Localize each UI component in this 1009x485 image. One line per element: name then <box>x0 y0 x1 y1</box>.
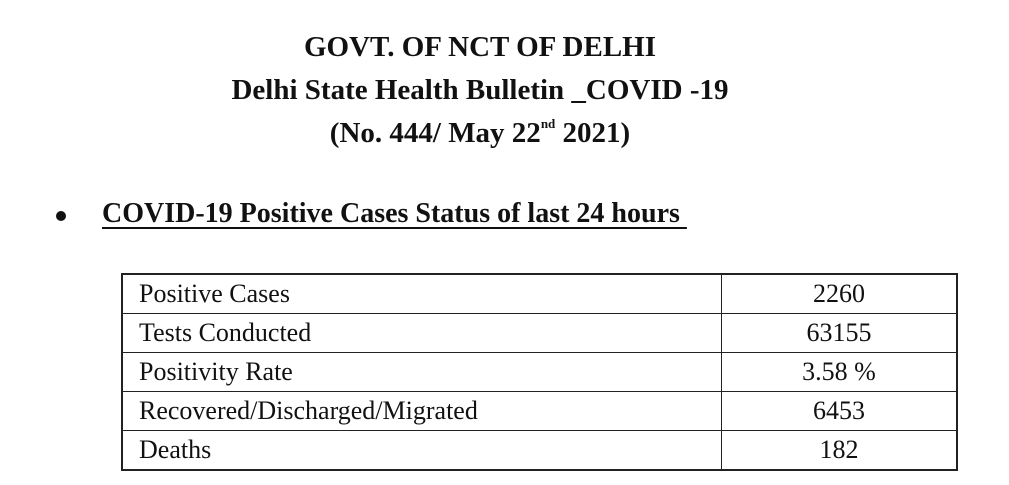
row-label: Deaths <box>122 431 722 471</box>
section-title: COVID-19 Positive Cases Status of last 24 hours <box>102 198 687 229</box>
bulletin-title: Delhi State Health Bulletin _COVID -19 <box>231 74 729 106</box>
bulletin-number-prefix: (No. 444/ May 22 <box>329 117 541 149</box>
row-label: Tests Conducted <box>122 314 722 353</box>
stats-table <box>121 273 958 471</box>
row-label: Positive Cases <box>122 274 722 314</box>
bulletin-header <box>0 26 960 155</box>
row-label: Recovered/Discharged/Migrated <box>122 392 722 431</box>
row-value: 6453 <box>722 392 958 431</box>
row-value: 2260 <box>722 274 958 314</box>
bullet-icon <box>56 211 66 221</box>
row-value: 182 <box>722 431 958 471</box>
bulletin-number-suffix: 2021) <box>555 117 631 149</box>
bulletin-number <box>0 112 960 155</box>
row-value: 63155 <box>722 314 958 353</box>
govt-title: GOVT. OF NCT OF DELHI <box>303 31 657 63</box>
table-row <box>122 431 957 471</box>
section-heading <box>56 198 687 230</box>
table-row <box>122 392 957 431</box>
table-row <box>122 314 957 353</box>
row-value: 3.58 % <box>722 353 958 392</box>
table-row <box>122 274 957 314</box>
date-ordinal-suffix: nd <box>540 116 556 131</box>
row-label: Positivity Rate <box>122 353 722 392</box>
table-row <box>122 353 957 392</box>
